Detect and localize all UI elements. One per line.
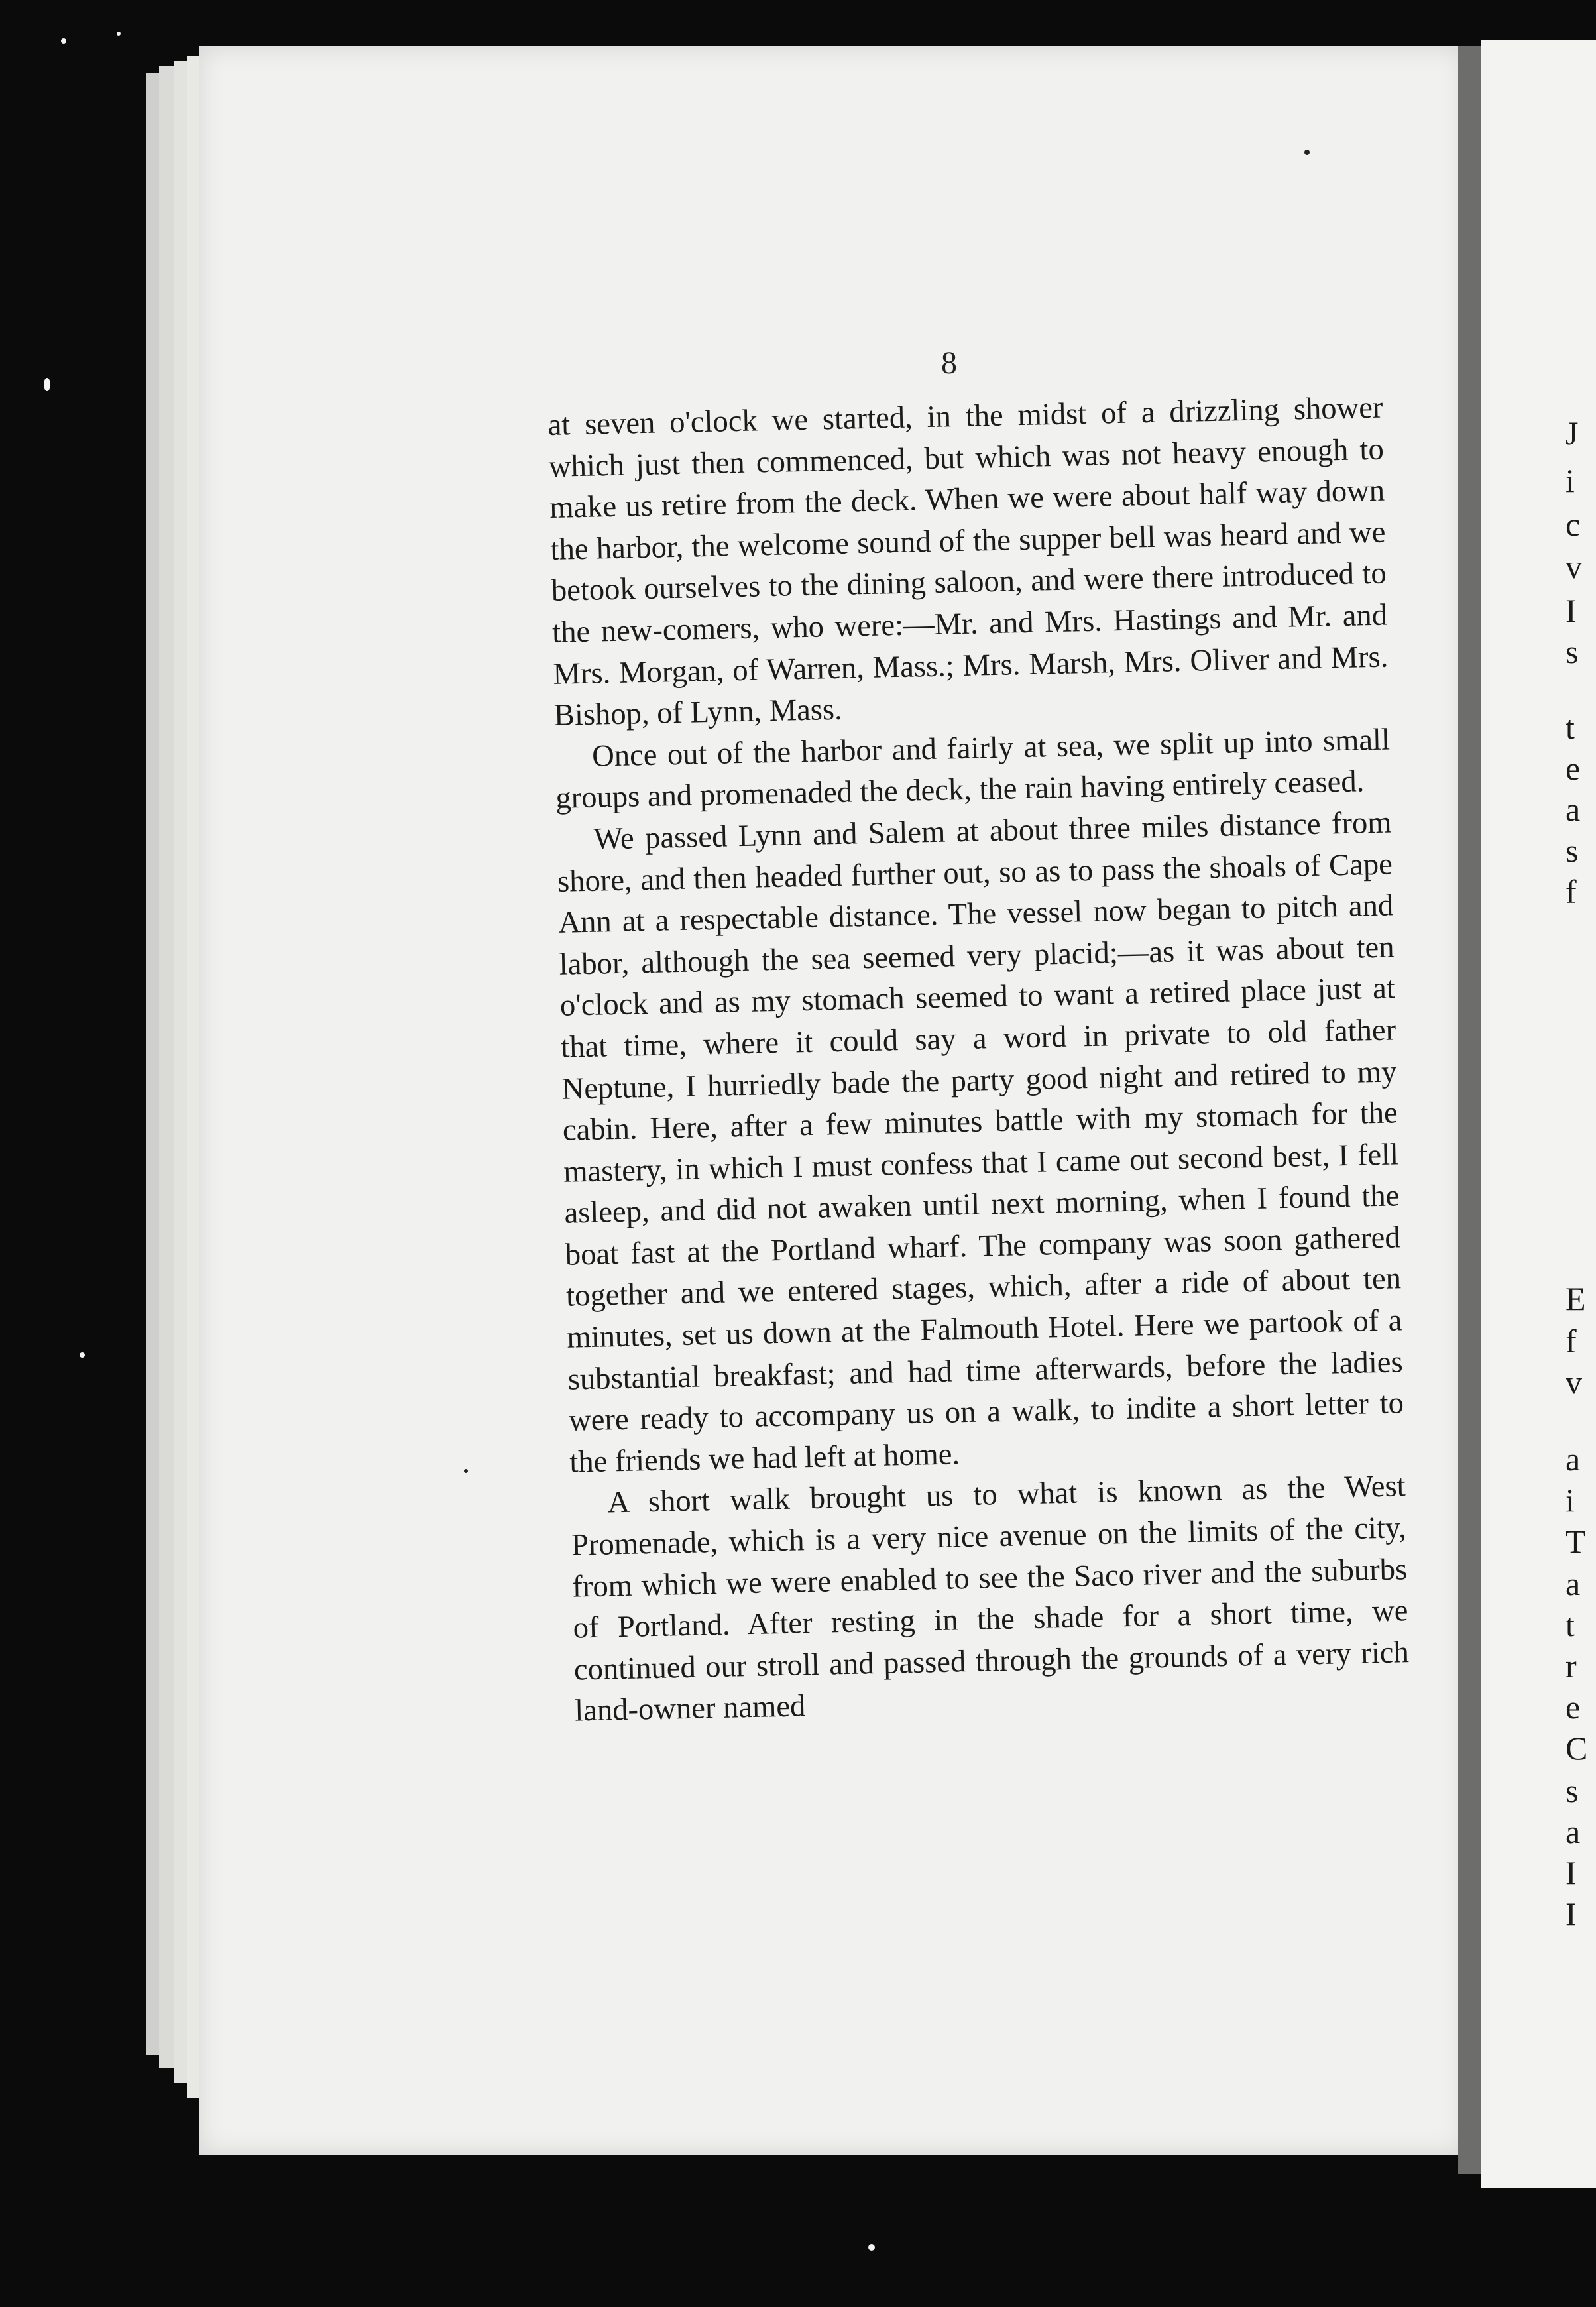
facing-letter: f bbox=[1566, 1323, 1577, 1360]
facing-letter: I bbox=[1566, 592, 1577, 629]
facing-letter: C bbox=[1566, 1730, 1588, 1767]
facing-letter: a bbox=[1566, 1565, 1581, 1602]
facing-letter: I bbox=[1566, 1895, 1577, 1932]
film-speck bbox=[868, 2244, 875, 2251]
facing-letter: e bbox=[1566, 1688, 1581, 1726]
facing-letter: I bbox=[1566, 1854, 1577, 1891]
body-text bbox=[547, 387, 1410, 1732]
film-speck bbox=[464, 1469, 468, 1473]
facing-letter: J bbox=[1566, 414, 1579, 451]
facing-letter: a bbox=[1566, 1813, 1581, 1850]
facing-letter: E bbox=[1566, 1280, 1586, 1317]
facing-letter: a bbox=[1566, 791, 1581, 828]
paragraph: A short walk brought us to what is known as the West Promenade, which is a very nice avenue on the limits of the city, from which we were enabled to see the Saco river and the suburbs of Portland. After resting in the shade for a short time, we continued our stroll and passed through the grounds of a very rich land-owner named bbox=[571, 1468, 1410, 1728]
paragraph: Once out of the harbor and fairly at sea, we split up into small groups and promenaded the deck, the rain having entirely ceased. bbox=[555, 722, 1391, 816]
facing-letter: t bbox=[1566, 1606, 1575, 1643]
film-speck bbox=[1304, 150, 1310, 155]
facing-letter: e bbox=[1566, 750, 1581, 787]
facing-letter: r bbox=[1566, 1647, 1577, 1685]
facing-page bbox=[1481, 40, 1596, 2188]
facing-letter: t bbox=[1566, 709, 1575, 746]
film-speck bbox=[61, 38, 66, 44]
facing-letter: s bbox=[1566, 633, 1579, 670]
facing-letter: c bbox=[1566, 506, 1581, 543]
facing-letter: s bbox=[1566, 832, 1579, 869]
paragraph: We passed Lynn and Salem at about three miles distance from shore, and then headed further out, so as to pass the shoals of Cape Ann at a respectable distance. The vessel now began to pitch and labor, although the sea seemed very placid;—as it was about ten o'clock and as my stomach seemed to want a retired place just at that time, where it could say a word in private to old father Neptune, I hurriedly bade the party good night and retired to my cabin. Here, after a few minutes battle with my stomach for the mastery, in which I must confess that I came out second best, I fell asleep, and did not awaken until next morning, when I found the boat fast at the Portland wharf. The company was soon gathered together and we entered stages, which, after a ride of about ten minutes, set us down at the Falmouth Hotel. Here we partook of a substantial breakfast; and had time afterwards, before the ladies were ready to accompany us on a walk, to indite a short letter to the friends we had left at home. bbox=[557, 805, 1404, 1480]
film-speck bbox=[117, 32, 121, 36]
page-number: 8 bbox=[941, 345, 957, 381]
film-speck bbox=[80, 1352, 85, 1358]
facing-letter: T bbox=[1566, 1523, 1586, 1560]
book-spine bbox=[1458, 46, 1481, 2174]
facing-letter: i bbox=[1566, 1482, 1575, 1519]
facing-letter: a bbox=[1566, 1441, 1581, 1478]
film-speck bbox=[44, 378, 50, 391]
facing-letter: v bbox=[1566, 548, 1582, 585]
facing-letter: s bbox=[1566, 1772, 1579, 1809]
facing-letter: v bbox=[1566, 1364, 1582, 1401]
facing-letter: f bbox=[1566, 873, 1577, 910]
facing-letter: i bbox=[1566, 462, 1575, 499]
paragraph: at seven o'clock we started, in the midst of a drizzling shower which just then commenced, but which was not heavy enough to make us retire from the deck. When we were about half way down the harbor, the welcome sound of the supper bell was heard and we betook ourselves to the dining saloon, and were there introduced to the new-comers, who were:—Mr. and Mrs. Hastings and Mr. and Mrs. Morgan, of Warren, Mass.; Mrs. Marsh, Mrs. Oliver and Mrs. Bishop, of Lynn, Mass. bbox=[547, 390, 1389, 733]
